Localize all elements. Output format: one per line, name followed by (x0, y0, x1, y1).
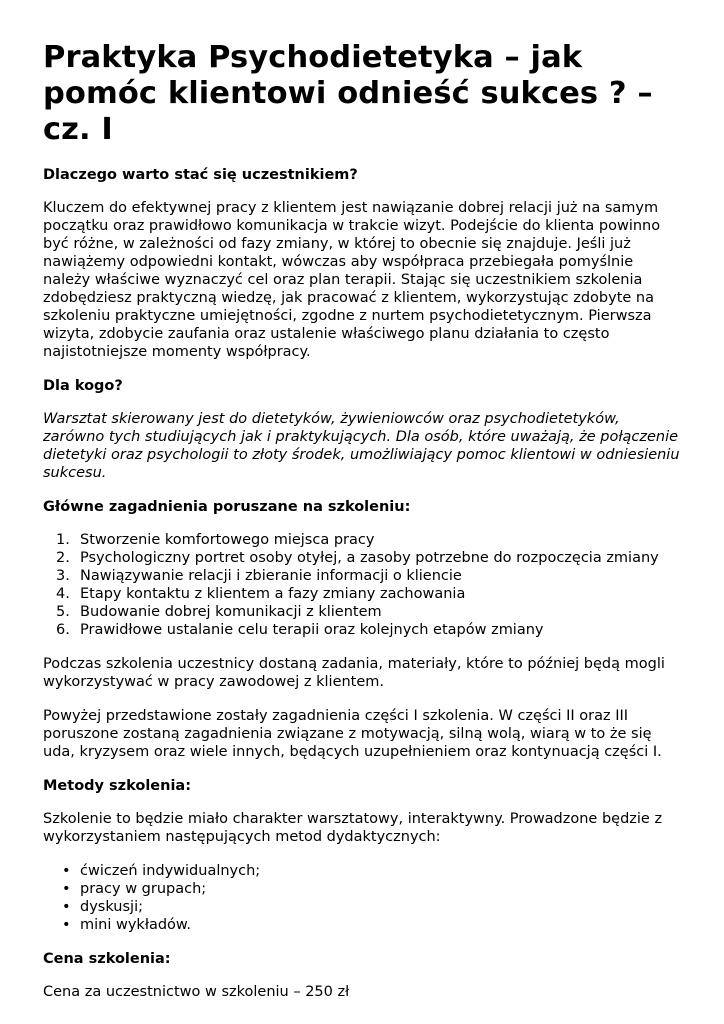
list-number: 2. (56, 550, 70, 566)
list-item-text: Stworzenie komfortowego miejsca pracy (80, 532, 375, 548)
heading-why-participate: Dlaczego warto stać się uczestnikiem? (43, 167, 358, 183)
paragraph-methods-intro: Szkolenie to będzie miało charakter warsztatowy, interaktywny. Prowadzone będzie z wykorzystaniem następujących metod dydaktycznych: (43, 811, 663, 845)
heading-price: Cena szkolenia: (43, 951, 171, 967)
paragraph-for-whom: Warsztat skierowany jest do dietetyków, żywieniowców oraz psychodietetyków, zarówno tych studiujących jak i praktykujących. Dla osób, które uważają, że połączenie dietetyki oraz psychologii to złoty środek, umożliwiający pomoc klientowi w odniesieniu sukcesu. (43, 411, 680, 481)
list-item (43, 585, 684, 603)
topics-list (43, 531, 684, 639)
heading-methods: Metody szkolenia: (43, 778, 192, 794)
list-item (43, 862, 684, 880)
list-number: 4. (56, 586, 70, 602)
methods-list (43, 862, 684, 934)
list-item (43, 621, 684, 639)
list-item-text: pracy w grupach; (80, 881, 207, 897)
list-number: 3. (56, 568, 70, 584)
page-title: Praktyka Psychodietetyka – jak pomóc klientowi odnieść sukces ? – cz. I (43, 40, 653, 147)
list-number: 5. (56, 604, 70, 620)
paragraph-why-participate: Kluczem do efektywnej pracy z klientem jest nawiązanie dobrej relacji już na samym początku oraz prawidłowo komunikacja w trakcie wizyt. Podejście do klienta powinno być różne, w zależności od fazy zmiany, w której to obecnie się znajduje. Jeśli już nawiążemy odpowiedni kontakt, wówczas aby współpraca przebiegała pomyślnie należy właściwe wyznaczyć cel oraz plan terapii. Stając się uczestnikiem szkolenia zdobędziesz praktyczną wiedzę, jak pracować z klientem, wykorzystując zdobyte na szkoleniu praktyczne umiejętności, zgodne z nurtem psychodietetycznym. Pierwsza wizyta, zdobycie zaufania oraz ustalenie właściwego planu działania to często najistotniejsze momenty współpracy. (43, 200, 661, 360)
list-item (43, 880, 684, 898)
bullet-icon: • (62, 881, 71, 897)
list-item (43, 567, 684, 585)
list-item (43, 531, 684, 549)
paragraph-price: Cena za uczestnictwo w szkoleniu – 250 zł (43, 984, 350, 1000)
list-number: 1. (56, 532, 70, 548)
list-item-text: ćwiczeń indywidualnych; (80, 863, 261, 879)
bullet-icon: • (62, 899, 71, 915)
list-item (43, 549, 684, 567)
bullet-icon: • (62, 917, 71, 933)
list-item-text: Etapy kontaktu z klientem a fazy zmiany zachowania (80, 586, 466, 602)
paragraph-next-parts: Powyżej przedstawione zostały zagadnienia części I szkolenia. W części II oraz III poruszone zostaną zagadnienia związane z motywacją, silną wolą, wiarą w to że się uda, kryzysem oraz wiele innych, będących uzupełnieniem oraz kontynuacją części I. (43, 708, 662, 760)
list-item (43, 916, 684, 934)
paragraph-materials: Podczas szkolenia uczestnicy dostaną zadania, materiały, które to później będą mogli wykorzystywać w pracy zawodowej z klientem. (43, 656, 665, 690)
heading-main-topics: Główne zagadnienia poruszane na szkoleniu: (43, 499, 411, 515)
list-item-text: Psychologiczny portret osoby otyłej, a zasoby potrzebne do rozpoczęcia zmiany (80, 550, 659, 566)
list-item-text: Nawiązywanie relacji i zbieranie informacji o kliencie (80, 568, 462, 584)
list-item-text: Budowanie dobrej komunikacji z klientem (80, 604, 382, 620)
list-item-text: dyskusji; (80, 899, 143, 915)
heading-for-whom: Dla kogo? (43, 378, 123, 394)
bullet-icon: • (62, 863, 71, 879)
list-number: 6. (56, 622, 70, 638)
list-item-text: mini wykładów. (80, 917, 192, 933)
list-item-text: Prawidłowe ustalanie celu terapii oraz kolejnych etapów zmiany (80, 622, 544, 638)
list-item (43, 603, 684, 621)
list-item (43, 898, 684, 916)
